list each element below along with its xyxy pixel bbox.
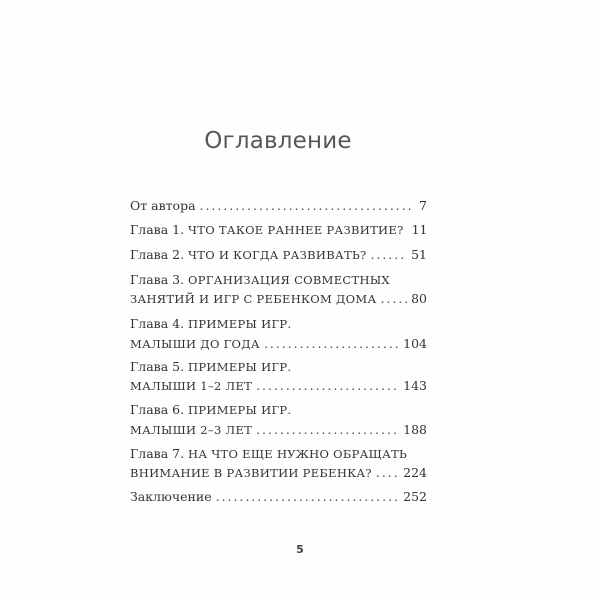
chapter-prefix: Глава 6. (130, 402, 185, 417)
chapter-title: ПРИМЕРЫ ИГР. (188, 360, 292, 374)
dot-leader (200, 197, 416, 215)
toc-entry-chapter-3[interactable] (130, 271, 427, 289)
page-title: Оглавление (204, 128, 352, 154)
toc-entry-chapter-6-cont[interactable] (130, 421, 427, 439)
dot-leader (370, 246, 407, 264)
toc-page-number: 188 (403, 422, 427, 437)
toc-entry-chapter-3-cont[interactable] (130, 290, 427, 308)
chapter-title-line2: МАЛЫШИ 2–3 ЛЕТ (130, 423, 253, 437)
chapter-title: ОРГАНИЗАЦИЯ СОВМЕСТНЫХ (188, 273, 390, 287)
toc-entry-label (130, 221, 404, 239)
toc-entry-chapter-5-cont[interactable] (130, 377, 427, 395)
toc-entry-chapter-4[interactable] (130, 315, 427, 333)
toc-page-number: 11 (411, 222, 428, 237)
toc-page-number: 80 (411, 291, 427, 306)
chapter-title-line2: МАЛЫШИ ДО ГОДА (130, 337, 260, 351)
toc-entry-foreword[interactable] (130, 197, 427, 215)
toc-entry-label (130, 358, 291, 376)
chapter-prefix: Глава 1. (130, 222, 185, 237)
toc-page-number: 104 (403, 336, 427, 351)
dot-leader (256, 377, 399, 395)
toc-entry-conclusion[interactable] (130, 488, 427, 506)
chapter-prefix: Глава 4. (130, 316, 185, 331)
toc-page-number: 51 (411, 247, 427, 262)
chapter-title: ЧТО ТАКОЕ РАННЕЕ РАЗВИТИЕ? (188, 223, 404, 237)
toc-entry-label (130, 401, 291, 419)
toc-entry-label: Заключение (130, 489, 212, 504)
chapter-prefix: Глава 5. (130, 359, 185, 374)
dot-leader (380, 290, 407, 308)
dot-leader (264, 335, 399, 353)
chapter-prefix: Глава 2. (130, 247, 185, 262)
chapter-title: НА ЧТО ЕЩЕ НУЖНО ОБРАЩАТЬ (188, 447, 408, 461)
dot-leader (376, 464, 399, 482)
chapter-title-line2: ЗАНЯТИЙ И ИГР С РЕБЕНКОМ ДОМА (130, 292, 377, 306)
toc-entry-label (130, 246, 366, 264)
toc-entry-label (130, 271, 390, 289)
chapter-title-line2: ВНИМАНИЕ В РАЗВИТИИ РЕБЕНКА? (130, 466, 372, 480)
chapter-title: ПРИМЕРЫ ИГР. (188, 317, 292, 331)
toc-entry-label (130, 315, 291, 333)
toc-entry-chapter-7[interactable] (130, 445, 427, 463)
toc-entry-chapter-4-cont[interactable] (130, 335, 427, 353)
toc-entry-chapter-7-cont[interactable] (130, 464, 427, 482)
toc-entry-label: От автора (130, 198, 196, 213)
dot-leader (256, 421, 399, 439)
toc-entry-chapter-6[interactable] (130, 401, 427, 419)
chapter-title: ПРИМЕРЫ ИГР. (188, 403, 292, 417)
toc-entry-label (130, 445, 407, 463)
chapter-prefix: Глава 7. (130, 446, 185, 461)
page-number: 5 (296, 543, 304, 556)
dot-leader (216, 488, 400, 506)
toc-entry-chapter-5[interactable] (130, 358, 427, 376)
toc-page-number: 224 (403, 465, 427, 480)
chapter-prefix: Глава 3. (130, 272, 185, 287)
toc-page-number: 7 (419, 198, 427, 213)
chapter-title: ЧТО И КОГДА РАЗВИВАТЬ? (188, 248, 367, 262)
toc-page-number: 143 (403, 378, 427, 393)
chapter-title-line2: МАЛЫШИ 1–2 ЛЕТ (130, 379, 253, 393)
toc-entry-chapter-2[interactable] (130, 246, 427, 264)
toc-entry-chapter-1[interactable] (130, 221, 427, 239)
toc-page-number: 252 (403, 489, 427, 504)
